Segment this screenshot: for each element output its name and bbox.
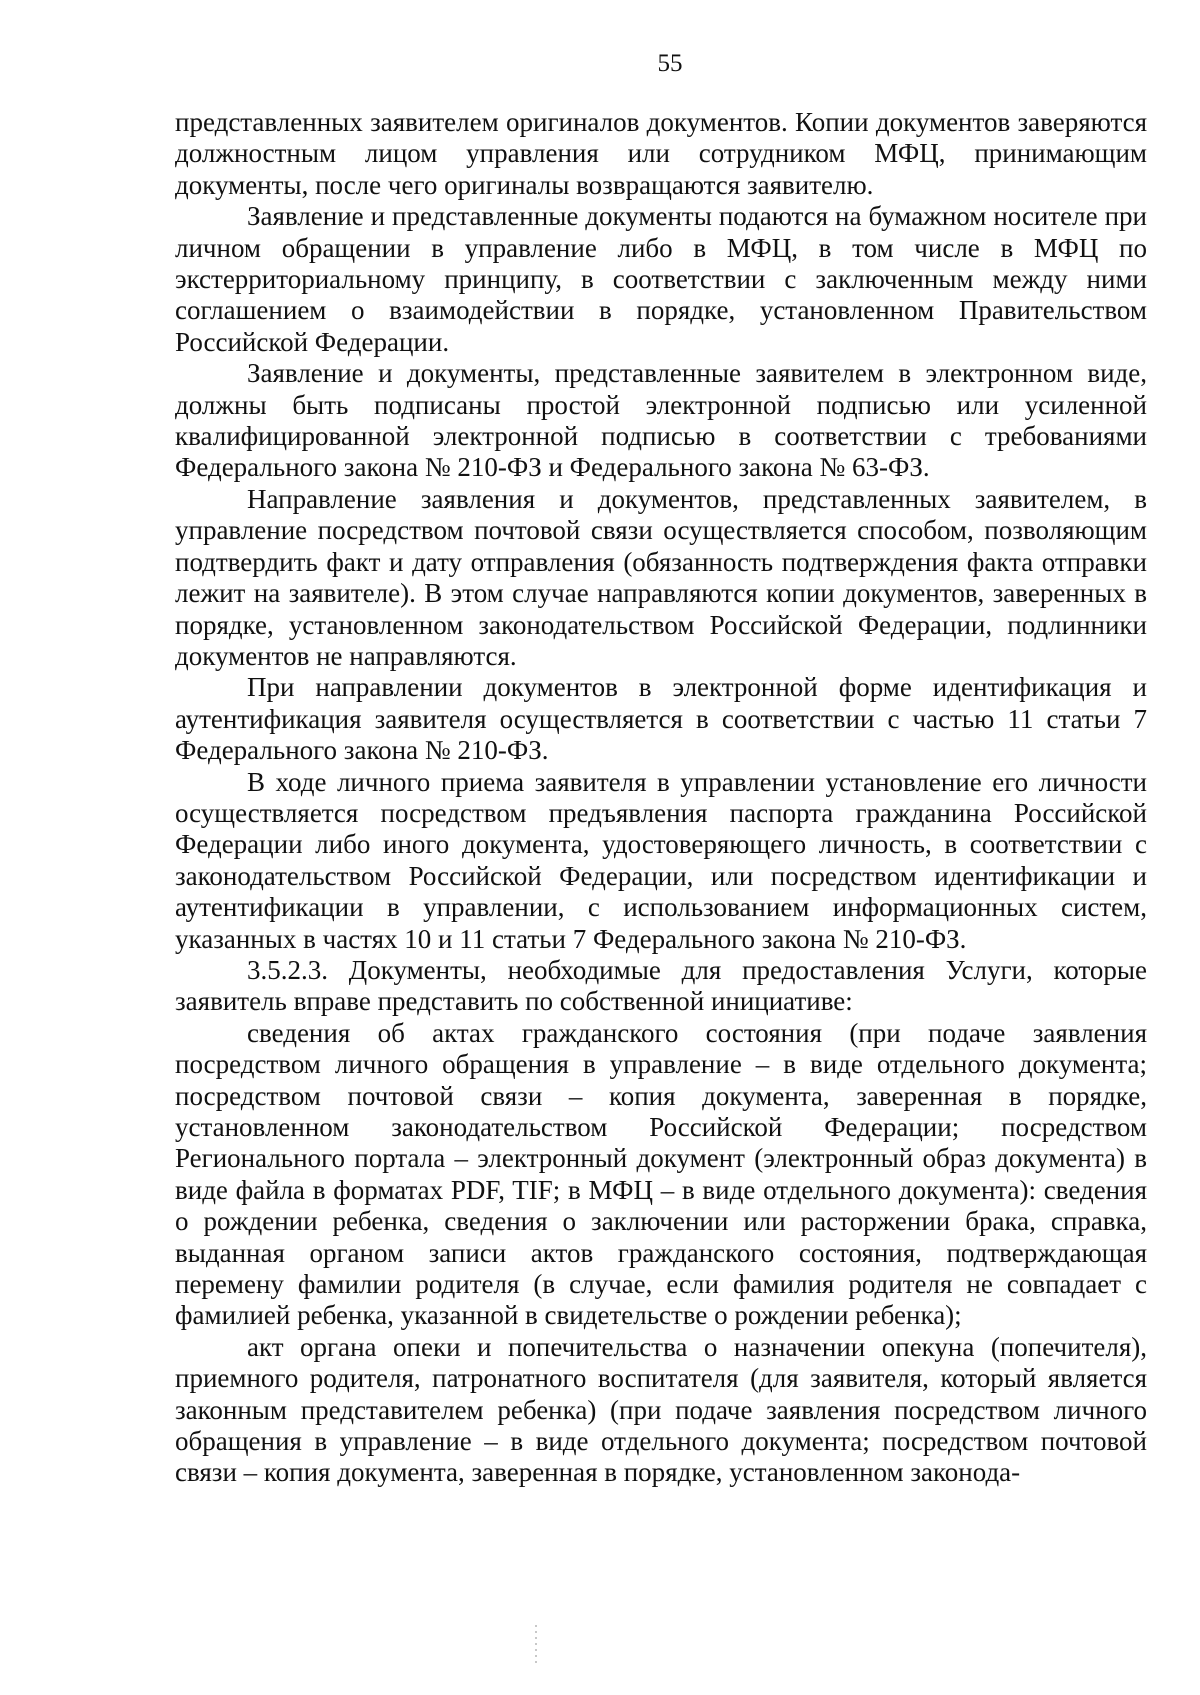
paragraph-electronic-identification: При направлении документов в электронной форме идентификация и аутентификация заявителя осуществляется в соответствии с частью 11 статьи 7 Федерального закона № 210-ФЗ. xyxy=(175,672,1147,766)
paragraph-continuation: представленных заявителем оригиналов документов. Копии документов заверяются должностным лицом управления или сотрудником МФЦ, принимающим документы, после чего оригиналы возвращаются заявителю. xyxy=(175,107,1147,200)
paragraph-electronic-signature: Заявление и документы, представленные заявителем в электронном виде, должны быть подписаны простой электронной подписью или усиленной квалифицированной электронной подписью в соответствии с требованиями Федерального закона № 210-ФЗ и Федерального закона № 63-ФЗ. xyxy=(175,358,1147,483)
page-number: 55 xyxy=(657,50,683,77)
paragraph-postal-submission: Направление заявления и документов, представленных заявителем, в управление посредством почтовой связи осуществляется способом, позволяющим подтвердить факт и дату отправления (обязанность подтверждения факта отправки лежит на заявителе). В этом случае направляются копии документов, заверенных в порядке, установленном законодательством Российской Федерации, подлинники документов не направляются. xyxy=(175,483,1147,671)
paragraph-guardianship-act: акт органа опеки и попечительства о назначении опекуна (попечителя), приемного родителя, патронатного воспитателя (для заявителя, который является законным представителем ребенка) (при подаче заявления посредством личного обращения в управление – в виде отдельного документа; посредством почтовой связи – копия документа, заверенная в порядке, установленном законода- xyxy=(175,1331,1147,1488)
paragraph-personal-reception: В ходе личного приема заявителя в управлении установление его личности осуществляется посредством предъявления паспорта гражданина Российской Федерации либо иного документа, удостоверяющего личность, в соответствии с законодательством Российской Федерации, или посредством идентификации и аутентификации в управлении, с использованием информационных систем, указанных в частях 10 и 11 статьи 7 Федерального закона № 210-ФЗ. xyxy=(175,766,1147,954)
paragraph-civil-status-records: сведения об актах гражданского состояния (при подаче заявления посредством личного обращения в управление – в виде отдельного документа; посредством почтовой связи – копия документа, заверенная в порядке, установленном законодательством Российской Федерации; посредством Регионального портала – электронный документ (электронный образ документа) в виде файла в форматах PDF, TIF; в МФЦ – в виде отдельного документа): сведения о рождении ребенка, сведения о заключении или расторжении брака, справка, выданная органом записи актов гражданского состояния, подтверждающая перемену фамилии родителя (в случае, если фамилия родителя не совпадает с фамилией ребенка, указанной в свидетельстве о рождении ребенка); xyxy=(175,1017,1147,1331)
document-body xyxy=(175,107,1147,1489)
paragraph-paper-submission: Заявление и представленные документы подаются на бумажном носителе при личном обращении в управление либо в МФЦ, в том числе в МФЦ по экстерриториальному принципу, в соответствии с заключенным между ними соглашением о взаимодействии в порядке, установленном Правительством Российской Федерации. xyxy=(175,201,1147,357)
scan-artifact xyxy=(535,1625,537,1665)
paragraph-section-3-5-2-3: 3.5.2.3. Документы, необходимые для предоставления Услуги, которые заявитель вправе представить по собственной инициативе: xyxy=(175,954,1147,1017)
